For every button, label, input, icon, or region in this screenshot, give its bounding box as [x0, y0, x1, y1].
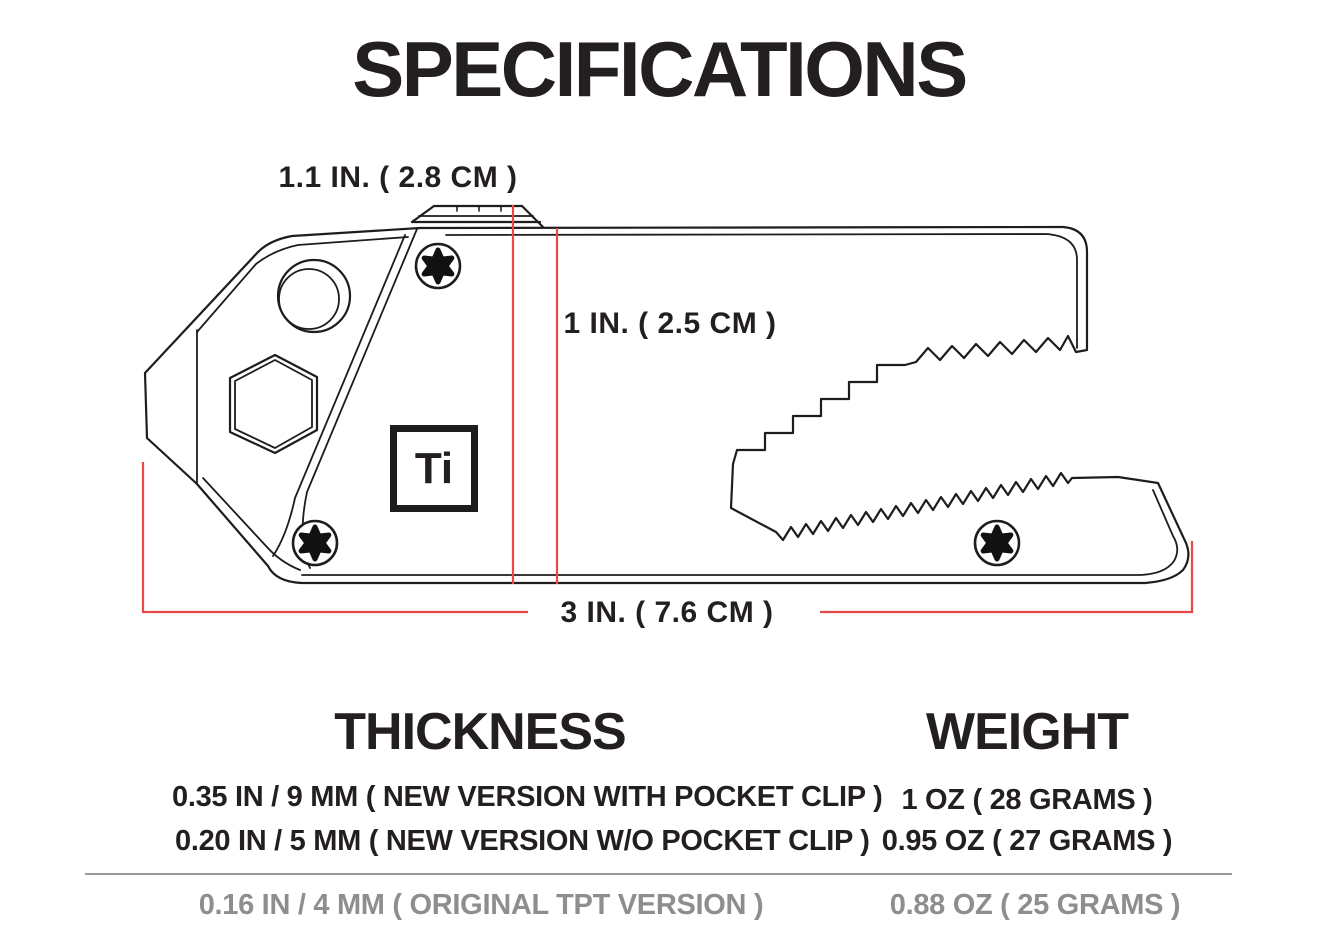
dimension-label-height: 1 IN. ( 2.5 CM ): [563, 307, 777, 340]
thickness-row-original: 0.16 IN / 4 MM ( ORIGINAL TPT VERSION ): [198, 889, 764, 921]
pocket-clip-outline: [412, 206, 544, 228]
weight-heading: WEIGHT: [926, 703, 1128, 761]
weight-row-original: 0.88 OZ ( 25 GRAMS ): [889, 889, 1181, 921]
dimension-label-length: 3 IN. ( 7.6 CM ): [560, 596, 774, 629]
torx-screw-top: [416, 244, 460, 288]
page-title: SPECIFICATIONS: [352, 25, 966, 113]
titanium-element-badge: [390, 425, 478, 512]
weight-row: 0.95 OZ ( 27 GRAMS ): [881, 825, 1173, 857]
weight-row: 1 OZ ( 28 GRAMS ): [901, 784, 1153, 816]
thickness-row: 0.35 IN / 9 MM ( NEW VERSION WITH POCKET CLIP ): [172, 781, 883, 813]
dimension-label-clip: 1.1 IN. ( 2.8 CM ): [278, 161, 518, 194]
torx-screw-bottom-left: [293, 521, 337, 565]
titanium-symbol: Ti: [414, 443, 454, 493]
torx-screw-bottom-right: [975, 521, 1019, 565]
thickness-heading: THICKNESS: [334, 703, 626, 761]
thickness-row: 0.20 IN / 5 MM ( NEW VERSION W/O POCKET CLIP ): [175, 825, 870, 857]
section-divider: [85, 873, 1232, 875]
